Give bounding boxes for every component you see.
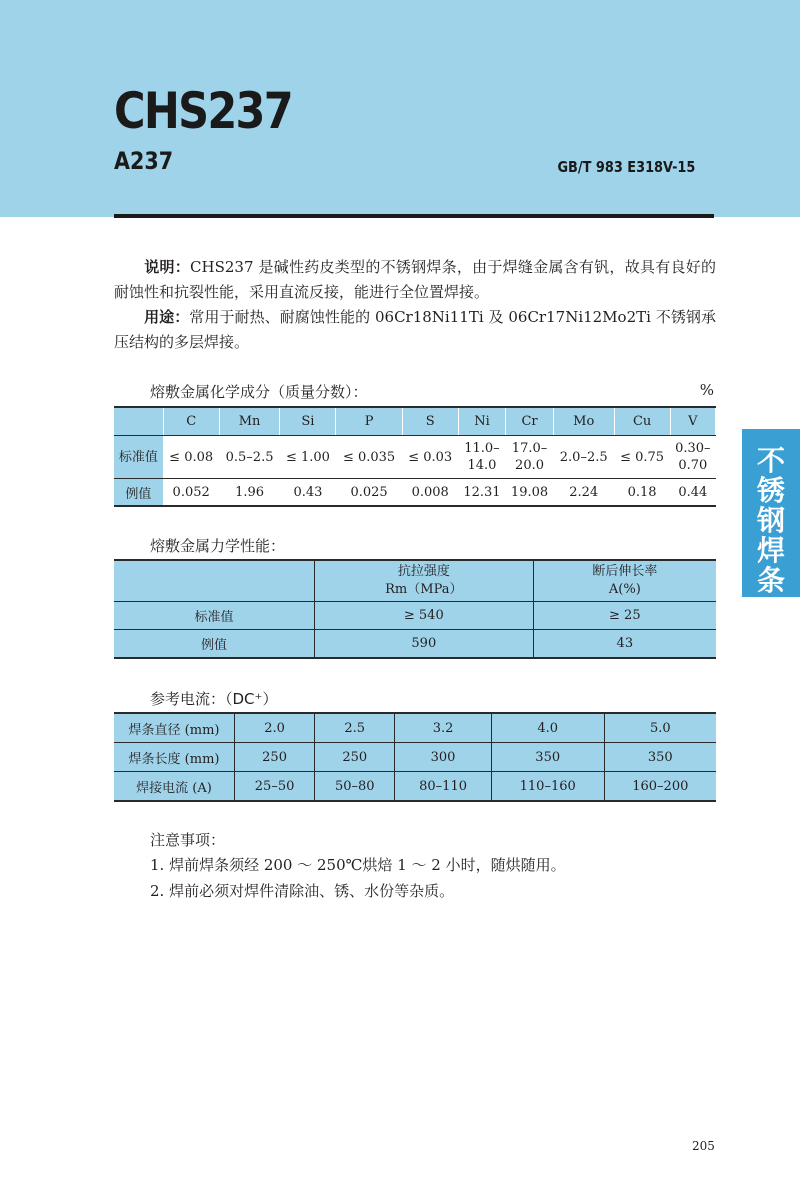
side-tab — [742, 429, 800, 597]
table-cell: 350 — [491, 743, 604, 772]
table-cell: ≥ 25 — [533, 602, 716, 630]
chemical-col-header: V — [670, 407, 715, 436]
chemical-col-header — [114, 407, 163, 436]
table-cell: 590 — [315, 630, 534, 659]
current-heading: 参考电流：（DC⁺） — [150, 690, 278, 708]
table-cell: 19.08 — [506, 479, 554, 507]
table-cell: 2.0–2.5 — [553, 436, 614, 479]
chemical-col-header: Mo — [553, 407, 614, 436]
chemical-unit: % — [699, 381, 714, 399]
chemical-col-header: C — [163, 407, 219, 436]
chemical-heading: 熔敷金属化学成分（质量分数）： — [150, 383, 368, 401]
chemical-table — [114, 406, 716, 507]
table-row — [114, 713, 716, 743]
table-cell: ≥ 540 — [315, 602, 534, 630]
header-rule — [114, 214, 714, 218]
table-cell: 2.24 — [553, 479, 614, 507]
side-tab-char: 焊 — [756, 534, 785, 567]
product-title: CHS237 — [114, 82, 292, 140]
table-cell: 例值 — [114, 479, 163, 507]
description-paragraph — [114, 255, 716, 305]
usage-paragraph — [114, 305, 716, 355]
mechanical-col-header — [114, 560, 315, 602]
table-cell: 0.18 — [614, 479, 670, 507]
table-cell: ≤ 0.08 — [163, 436, 219, 479]
table-cell: ≤ 0.035 — [336, 436, 402, 479]
table-cell: 25–50 — [235, 772, 315, 802]
table-cell: 17.0– 20.0 — [506, 436, 554, 479]
table-cell: 焊条长度 (mm) — [114, 743, 235, 772]
chemical-col-header: Cr — [506, 407, 554, 436]
description-label: 说明： — [144, 258, 191, 276]
chemical-col-header: Ni — [458, 407, 506, 436]
page-number: 205 — [692, 1139, 715, 1153]
side-tab-char: 锈 — [756, 474, 785, 507]
table-cell: 0.30– 0.70 — [670, 436, 715, 479]
product-code: A237 — [114, 147, 174, 175]
table-cell: ≤ 1.00 — [280, 436, 336, 479]
table-cell: 12.31 — [458, 479, 506, 507]
chemical-col-header: Si — [280, 407, 336, 436]
table-row — [114, 630, 716, 659]
table-cell: 4.0 — [491, 713, 604, 743]
chemical-col-header: P — [336, 407, 402, 436]
table-cell: 标准值 — [114, 602, 315, 630]
table-cell: 350 — [604, 743, 716, 772]
table-row — [114, 772, 716, 802]
table-cell: 160–200 — [604, 772, 716, 802]
table-cell: 11.0– 14.0 — [458, 436, 506, 479]
table-cell: 焊条直径 (mm) — [114, 713, 235, 743]
table-cell: 110–160 — [491, 772, 604, 802]
table-cell: ≤ 0.75 — [614, 436, 670, 479]
chemical-header-row — [114, 407, 716, 436]
side-tab-char: 不 — [756, 444, 785, 477]
table-cell: 250 — [315, 743, 395, 772]
table-row — [114, 743, 716, 772]
mechanical-table — [114, 559, 716, 659]
table-cell: 1.96 — [219, 479, 280, 507]
table-cell: 50–80 — [315, 772, 395, 802]
table-cell: 0.008 — [402, 479, 458, 507]
table-cell: ≤ 0.03 — [402, 436, 458, 479]
current-table — [114, 712, 716, 802]
table-cell: 80–110 — [395, 772, 491, 802]
mechanical-heading: 熔敷金属力学性能： — [150, 537, 286, 555]
chemical-col-header: S — [402, 407, 458, 436]
table-cell: 例值 — [114, 630, 315, 659]
table-cell: 43 — [533, 630, 716, 659]
description-text: CHS237 是碱性药皮类型的不锈钢焊条，由于焊缝金属含有钒，故具有良好的耐蚀性和抗裂性能，采用直流反接，能进行全位置焊接。 — [114, 258, 716, 301]
table-cell: 0.43 — [280, 479, 336, 507]
usage-text: 常用于耐热、耐腐蚀性能的 06Cr18Ni11Ti 及 06Cr17Ni12Mo2Ti 不锈钢承压结构的多层焊接。 — [114, 308, 716, 351]
table-cell: 2.0 — [235, 713, 315, 743]
table-cell: 3.2 — [395, 713, 491, 743]
table-cell: 2.5 — [315, 713, 395, 743]
table-cell: 300 — [395, 743, 491, 772]
usage-label: 用途： — [144, 308, 190, 326]
table-cell: 0.025 — [336, 479, 402, 507]
note-item: 1. 焊前焊条须经 200 ～ 250℃烘焙 1 ～ 2 小时，随烘随用。 — [150, 856, 566, 874]
mechanical-col-header: 断后伸长率 A(%) — [533, 560, 716, 602]
standard-code: GB/T 983 E318V-15 — [557, 158, 695, 176]
table-cell: 0.44 — [670, 479, 715, 507]
notes-heading: 注意事项： — [150, 831, 226, 849]
chemical-col-header: Mn — [219, 407, 280, 436]
table-row — [114, 436, 716, 479]
table-row — [114, 602, 716, 630]
table-cell: 0.5–2.5 — [219, 436, 280, 479]
table-cell: 标准值 — [114, 436, 163, 479]
table-cell: 250 — [235, 743, 315, 772]
table-cell: 5.0 — [604, 713, 716, 743]
chemical-col-header: Cu — [614, 407, 670, 436]
table-cell: 焊接电流 (A) — [114, 772, 235, 802]
table-cell: 0.052 — [163, 479, 219, 507]
mechanical-header-row — [114, 560, 716, 602]
note-item: 2. 焊前必须对焊件清除油、锈、水份等杂质。 — [150, 882, 455, 900]
side-tab-char: 钢 — [756, 504, 785, 537]
table-row — [114, 479, 716, 507]
side-tab-char: 条 — [756, 564, 785, 597]
mechanical-col-header: 抗拉强度 Rm（MPa） — [315, 560, 534, 602]
